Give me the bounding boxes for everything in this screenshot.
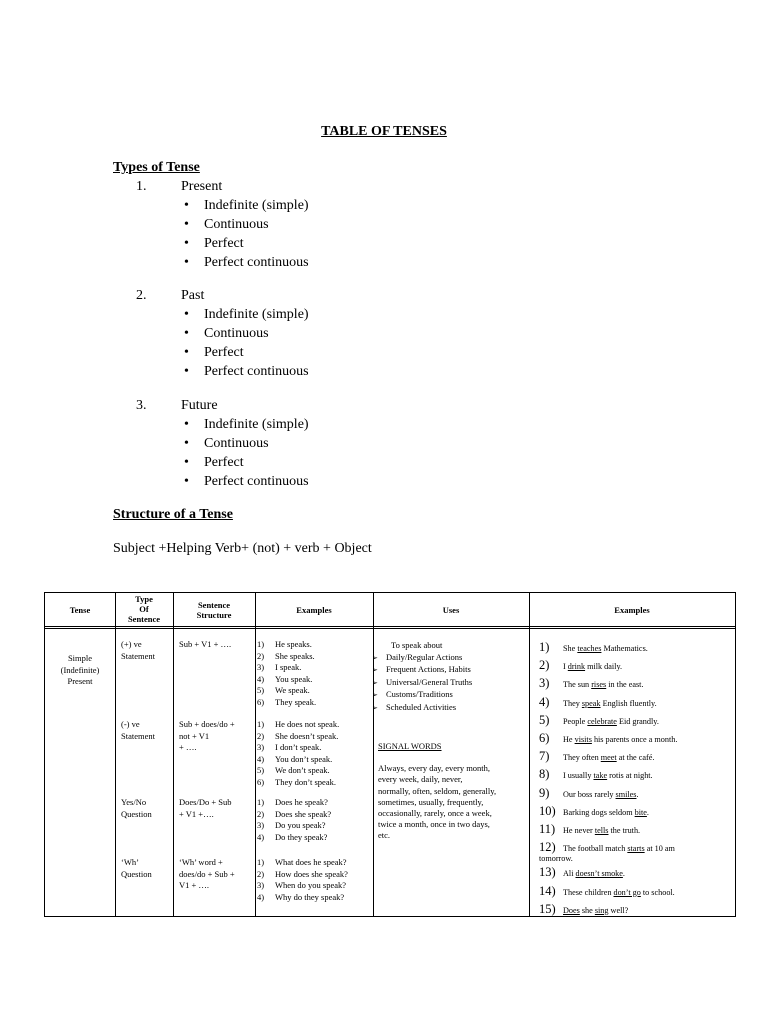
structure-line: ‘Wh’ word +: [179, 857, 223, 867]
example-number: 2): [257, 730, 265, 741]
tense-form: Continuous: [204, 436, 269, 451]
example-number: 4): [257, 753, 265, 764]
structure-line: Sub + V1 + ….: [179, 639, 232, 649]
usage-example-text: She: [563, 644, 578, 653]
example-number: 3): [257, 820, 265, 831]
sentence-type-line: Question: [121, 868, 152, 879]
example-text: When do you speak?: [275, 880, 347, 891]
header-structure: [173, 600, 255, 620]
example-sentence: [257, 697, 373, 709]
usage-example-number: 15): [539, 901, 556, 916]
bullet-icon: •: [184, 436, 189, 451]
use-text: Scheduled Activities: [386, 701, 457, 712]
usage-example-number: 7): [539, 749, 550, 764]
usage-example-text: The football match: [563, 844, 628, 854]
usage-example-number: 8): [539, 767, 550, 782]
example-number: 3): [257, 880, 265, 891]
verb-highlight: Does: [563, 905, 580, 915]
signal-words: [378, 763, 528, 841]
use-item: [372, 677, 528, 690]
example-number: 2): [257, 868, 265, 879]
bullet-icon: •: [184, 455, 189, 470]
example-sentence: [257, 832, 373, 844]
verb-highlight: smiles: [615, 789, 637, 799]
signal-word-line: every week, daily, never,: [378, 774, 463, 785]
header-type: [115, 594, 173, 624]
usage-example-text: The sun: [563, 680, 592, 690]
usage-example: [539, 675, 737, 693]
usage-example-text: English fluently.: [600, 698, 657, 708]
tense-form: Indefinite (simple): [204, 307, 309, 322]
col-divider: [373, 593, 374, 916]
usage-example-text: .: [636, 789, 639, 799]
tense-name-line: Simple: [67, 653, 93, 663]
bullet-icon: •: [184, 417, 189, 432]
use-item: [372, 702, 528, 715]
sentence-type-line: Yes/No: [121, 797, 147, 807]
usage-example: [539, 766, 737, 784]
arrow-bullet-icon: ➢: [372, 653, 378, 662]
example-sentence: [257, 754, 373, 766]
usage-example-number: 6): [539, 731, 550, 746]
sentence-structure: [179, 797, 255, 820]
use-item: [372, 652, 528, 665]
usage-example-text: I: [563, 662, 568, 672]
usage-example-text: Ali: [563, 869, 576, 879]
example-text: How does she speak?: [275, 868, 348, 879]
example-text: They don’t speak.: [275, 776, 336, 787]
verb-highlight: visits: [574, 735, 592, 745]
usage-example-text: .: [622, 869, 625, 879]
example-sentence: [257, 869, 373, 881]
signal-word-line: sometimes, usually, frequently,: [378, 796, 484, 807]
usage-example-text: Mathematics.: [601, 644, 648, 653]
col-divider: [529, 593, 530, 916]
example-sentence: [257, 857, 373, 869]
tense-form: Perfect continuous: [204, 364, 309, 379]
verb-highlight: starts: [627, 844, 645, 854]
arrow-bullet-icon: ➢: [372, 666, 378, 675]
usage-example: [539, 639, 737, 657]
usage-example-text: They often: [563, 753, 601, 763]
page-title: TABLE OF TENSES: [321, 124, 447, 139]
bullet-icon: •: [184, 345, 189, 360]
example-number: 4): [257, 891, 265, 902]
sentence-structure: [179, 719, 255, 754]
formula-text: Subject +Helping Verb+ (not) + verb + Object: [113, 541, 372, 556]
sentence-type: [121, 797, 173, 820]
structure-line: V1 + ….: [179, 880, 210, 891]
example-number: 3): [257, 662, 265, 673]
header-examples-2: Examples: [614, 605, 650, 615]
tense-name-line: (Indefinite): [60, 664, 100, 675]
bullet-icon: •: [184, 326, 189, 341]
sentence-type: [121, 719, 173, 742]
usage-example-text: He never: [563, 826, 595, 836]
bullet-icon: •: [184, 198, 189, 213]
example-sentences: [257, 639, 373, 709]
usage-example-text: the truth.: [608, 826, 641, 836]
arrow-bullet-icon: ➢: [372, 678, 378, 687]
example-text: I speak.: [275, 662, 302, 673]
verb-highlight: doesn’t smoke: [575, 869, 623, 879]
structure-line: Does/Do + Sub: [179, 797, 232, 807]
sentence-type: [121, 857, 173, 880]
example-number: 4): [257, 831, 265, 842]
usage-example-text: Eid grandly.: [616, 716, 659, 726]
signal-word-line: twice a month, once in two days,: [378, 819, 490, 830]
tense-form: Indefinite (simple): [204, 417, 309, 432]
example-number: 6): [257, 776, 265, 787]
usage-example-text: I usually: [563, 771, 594, 781]
example-sentence: [257, 797, 373, 809]
usage-example: [539, 785, 737, 803]
example-sentence: [257, 892, 373, 904]
signal-word-line: normally, often, seldom, generally,: [378, 785, 497, 796]
example-text: What does he speak?: [275, 857, 347, 867]
usage-example-text: at the café.: [616, 753, 655, 763]
usage-example-text: she: [579, 905, 595, 915]
usage-example-text: well?: [608, 905, 629, 915]
usage-example-text: Our boss rarely: [563, 789, 616, 799]
usage-example-text: .: [646, 807, 649, 817]
verb-highlight: drink: [567, 662, 586, 672]
usage-example-number: 4): [539, 694, 550, 709]
types-heading: Types of Tense: [113, 160, 200, 175]
usage-example-number: 3): [539, 676, 550, 691]
bullet-icon: •: [184, 307, 189, 322]
usage-example-number: 9): [539, 785, 550, 800]
usage-example-text: People: [563, 716, 588, 726]
header-structure-line: Structure: [196, 610, 232, 620]
verb-highlight: celebrate: [587, 716, 617, 726]
tense-number: 2.: [136, 288, 147, 303]
use-item: [372, 689, 528, 702]
example-text: You don’t speak.: [275, 753, 333, 764]
tense-table: [44, 592, 736, 917]
tense-number: 3.: [136, 398, 147, 413]
structure-line: + V1 +….: [179, 808, 214, 819]
usage-example: [539, 730, 737, 748]
use-text: Daily/Regular Actions: [386, 651, 463, 662]
example-sentence: [257, 742, 373, 754]
example-sentence: [257, 685, 373, 697]
usage-example-text: in the east.: [606, 680, 644, 690]
signal-word-line: etc.: [378, 830, 391, 841]
usage-example: [539, 712, 737, 730]
verb-highlight: meet: [600, 753, 617, 763]
usage-example-number: 5): [539, 712, 550, 727]
usage-example: [539, 803, 737, 821]
example-text: We don’t speak.: [275, 765, 330, 776]
example-sentence: [257, 651, 373, 663]
bullet-icon: •: [184, 255, 189, 270]
example-sentences: [257, 719, 373, 789]
usage-example: [539, 694, 737, 712]
sentence-type-line: (+) ve: [121, 639, 142, 649]
example-sentence: [257, 719, 373, 731]
signal-words-heading: SIGNAL WORDS: [378, 740, 442, 751]
header-type-line: Of: [139, 604, 149, 614]
usage-example-text: He: [563, 735, 575, 745]
header-structure-line: Sentence: [197, 600, 231, 610]
example-number: 2): [257, 650, 265, 661]
example-number: 1): [257, 719, 265, 729]
usage-example-number: 1): [539, 640, 550, 654]
example-text: We speak.: [275, 685, 310, 696]
example-number: 1): [257, 857, 265, 867]
usage-example-text: They: [563, 698, 582, 708]
bullet-icon: •: [184, 217, 189, 232]
verb-highlight: bite: [634, 807, 647, 817]
col-divider: [173, 593, 174, 916]
arrow-bullet-icon: ➢: [372, 691, 378, 700]
tense-form: Perfect continuous: [204, 255, 309, 270]
structure-line: not + V1: [179, 730, 210, 741]
structure-line: Sub + does/do +: [179, 719, 235, 729]
example-text: Does she speak?: [275, 808, 332, 819]
example-text: You speak.: [275, 673, 313, 684]
example-sentence: [257, 731, 373, 743]
example-text: Why do they speak?: [275, 891, 345, 902]
sentence-type: [121, 639, 173, 662]
tense-form: Indefinite (simple): [204, 198, 309, 213]
usage-example-number: 13): [539, 865, 556, 880]
sentence-structure: [179, 639, 255, 651]
example-text: He does not speak.: [275, 719, 340, 729]
tense-label: Future: [181, 398, 218, 413]
example-text: He speaks.: [275, 639, 312, 649]
example-sentence: [257, 674, 373, 686]
example-number: 4): [257, 673, 265, 684]
example-text: Does he speak?: [275, 797, 328, 807]
bullet-icon: •: [184, 364, 189, 379]
example-number: 5): [257, 765, 265, 776]
tense-label: Past: [181, 288, 205, 303]
verb-highlight: tells: [594, 826, 609, 836]
structure-line: + ….: [179, 742, 197, 753]
usage-example-text: to school.: [640, 887, 675, 897]
usage-example: [539, 657, 737, 675]
signal-word-line: Always, every day, every month,: [378, 763, 491, 774]
usage-example-number: 12): [539, 840, 556, 855]
verb-highlight: sing: [594, 905, 609, 915]
uses-cell: [372, 640, 528, 842]
col-divider: [115, 593, 116, 916]
bullet-icon: •: [184, 236, 189, 251]
usage-example: [539, 883, 737, 901]
sentence-type-line: Question: [121, 808, 152, 819]
tense-form: Continuous: [204, 217, 269, 232]
example-text: She speaks.: [275, 650, 315, 661]
usage-example-text: milk daily.: [585, 662, 623, 672]
structure-formula: [113, 541, 372, 557]
tense-form: Perfect: [204, 345, 244, 360]
structure-heading: Structure of a Tense: [113, 507, 233, 522]
verb-highlight: rises: [591, 680, 607, 690]
usage-example-text: These children: [563, 887, 614, 897]
usage-example-text: rotis at night.: [607, 771, 653, 781]
usage-example-number: 2): [539, 658, 550, 673]
bullet-icon: •: [184, 474, 189, 489]
example-sentence: [257, 765, 373, 777]
header-examples: Examples: [296, 605, 332, 615]
example-number: 1): [257, 639, 265, 649]
usage-example-text: at 10 am: [644, 844, 675, 854]
usage-example: [539, 821, 737, 839]
header-tense: Tense: [69, 605, 91, 615]
signal-word-line: occasionally, rarely, once a week,: [378, 807, 492, 818]
sentence-type-line: (-) ve: [121, 719, 140, 729]
example-sentence: [257, 777, 373, 789]
example-text: They speak.: [275, 696, 317, 707]
verb-highlight: speak: [581, 698, 601, 708]
example-sentence: [257, 809, 373, 821]
verb-highlight: don’t go: [613, 887, 641, 897]
example-sentence: [257, 880, 373, 892]
example-number: 2): [257, 808, 265, 819]
sentence-type-line: ‘Wh’: [121, 857, 139, 867]
example-number: 5): [257, 685, 265, 696]
example-sentence: [257, 639, 373, 651]
uses-list: [372, 651, 528, 715]
tense-number: 1.: [136, 179, 147, 194]
header-divider: [45, 626, 735, 629]
usage-example-text: Barking dogs seldom: [563, 807, 635, 817]
col-divider: [255, 593, 256, 916]
header-type-line: Sentence: [127, 614, 161, 624]
verb-highlight: take: [593, 771, 608, 781]
example-number: 3): [257, 742, 265, 753]
example-text: I don’t speak.: [275, 742, 322, 753]
verb-highlight: teaches: [577, 644, 602, 653]
example-number: 6): [257, 696, 265, 707]
sentence-type-line: Statement: [121, 650, 155, 661]
arrow-bullet-icon: ➢: [372, 703, 378, 712]
usage-example-number: 11): [539, 822, 556, 837]
header-uses: Uses: [442, 605, 460, 615]
usage-example: [539, 748, 737, 766]
tense-form: Perfect: [204, 455, 244, 470]
example-text: She doesn’t speak.: [275, 730, 339, 741]
use-item: [372, 664, 528, 677]
structure-line: does/do + Sub +: [179, 868, 235, 879]
tense-label: Present: [181, 179, 223, 194]
usage-example-number: 10): [539, 803, 556, 818]
use-text: Customs/Traditions: [386, 689, 453, 700]
usage-example: [539, 864, 737, 882]
tense-name: [45, 653, 115, 688]
tense-form: Continuous: [204, 326, 269, 341]
example-number: 1): [257, 797, 265, 807]
usage-example-continuation: tomorrow.: [539, 854, 573, 864]
tense-form: Perfect continuous: [204, 474, 309, 489]
sentence-structure: [179, 857, 255, 892]
use-text: Universal/General Truths: [386, 676, 473, 687]
uses-intro: To speak about: [391, 640, 443, 650]
example-text: Do they speak?: [275, 831, 328, 842]
examples-list: [539, 639, 737, 919]
usage-example-number: 14): [539, 883, 556, 898]
tense-name-line: Present: [67, 676, 93, 687]
example-sentences: [257, 797, 373, 843]
example-text: Do you speak?: [275, 820, 326, 831]
example-sentence: [257, 662, 373, 674]
sentence-type-line: Statement: [121, 730, 155, 741]
use-text: Frequent Actions, Habits: [386, 664, 471, 675]
example-sentences: [257, 857, 373, 903]
usage-example-text: his parents once a month.: [591, 735, 678, 745]
header-type-line: Type: [135, 594, 153, 604]
tense-form: Perfect: [204, 236, 244, 251]
example-sentence: [257, 820, 373, 832]
usage-example: [539, 901, 737, 919]
